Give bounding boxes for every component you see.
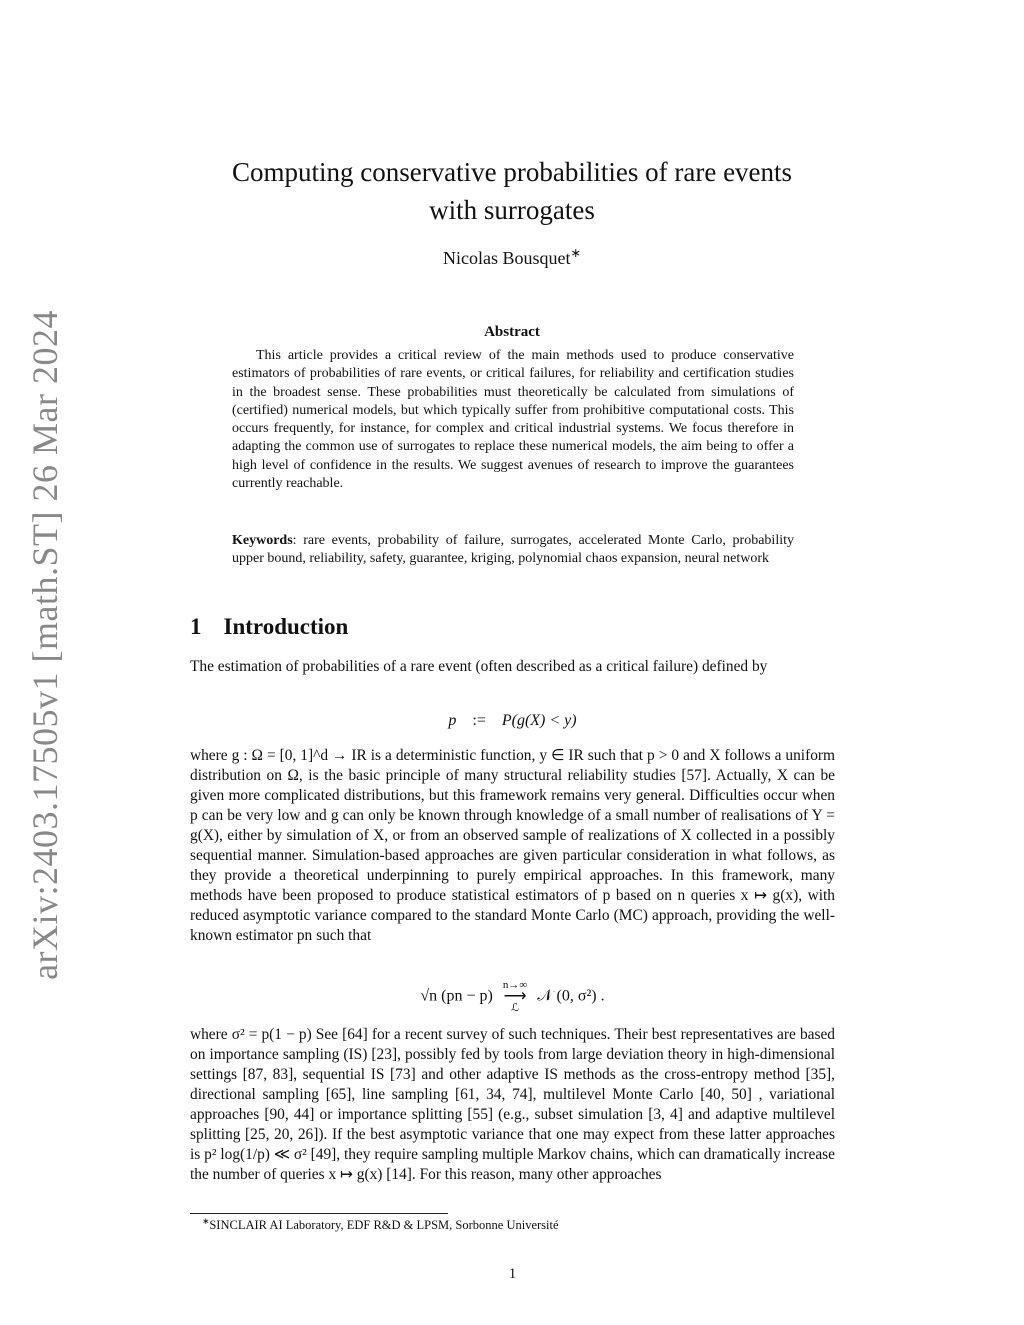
eq2-arrow-bottom: ℒ bbox=[511, 1002, 519, 1014]
eq1-rhs: P(g(X) < y) bbox=[501, 712, 577, 729]
keywords bbox=[232, 532, 794, 569]
eq1-operator: := bbox=[472, 712, 486, 729]
author-name: Nicolas Bousquet bbox=[442, 248, 571, 268]
author bbox=[190, 248, 834, 269]
arxiv-identifier bbox=[25, 310, 65, 980]
equation-2 bbox=[190, 980, 835, 1014]
arxiv-identifier-text: arXiv:2403.17505v1 [math.ST] 26 Mar 2024 bbox=[25, 310, 65, 980]
footnote-text: SINCLAIR AI Laboratory, EDF R&D & LPSM, Sorbonne Université bbox=[209, 1218, 559, 1232]
title-line-1: Computing conservative probabilities of rare events bbox=[231, 157, 793, 187]
eq2-lhs: √n (pn − p) bbox=[420, 987, 493, 1005]
arrow-line: ⟶ bbox=[503, 988, 527, 1005]
section-title: Introduction bbox=[223, 614, 349, 639]
intro-paragraph-1: The estimation of probabilities of a rare event (often described as a critical failure) defined by bbox=[190, 658, 768, 675]
author-footnote-mark: ∗ bbox=[570, 246, 582, 260]
eq2-rhs: 𝒩 (0, σ²) . bbox=[537, 987, 605, 1005]
equation-1 bbox=[190, 712, 835, 730]
footnote-rule bbox=[190, 1213, 448, 1214]
convergence-arrow bbox=[503, 980, 527, 1014]
intro-paragraph-2: where g : Ω = [0, 1]^d → IR is a deterministic function, y ∈ IR such that p > 0 and X follows a uniform distribution on Ω, is the basic principle of many structural reliability studies [57]. Actually, X can be given more complicated distributions, but this framework remains very general. Difficulties occur when p can be very low and g can only be known through knowledge of a small number of realisations of Y = g(X), either by simulation of X, or from an observed sample of realizations of X collected in a possibly sequential manner. Simulation-based approaches are given particular consideration in what follows, as they provide a theoretical underpinning to purely empirical approaches. In this framework, many methods have been proposed to produce statistical estimators of p based on n queries x ↦ g(x), with reduced asymptotic variance compared to the standard Monte Carlo (MC) approach, providing the well-known estimator pn such that bbox=[190, 747, 835, 944]
eq2-arrow-top: n→∞ bbox=[502, 979, 528, 991]
footnote bbox=[190, 1215, 559, 1233]
abstract-text: This article provides a critical review of the main methods used to produce conservative estimators of probabilities of rare events, or critical failures, for reliability and certification studies in the broadest sense. These probabilities must theoretically be calculated from simulations of (certified) numerical models, but which typically suffer from prohibitive computational costs. This occurs frequently, for instance, for complex and critical industrial systems. We focus therefore in adapting the common use of surrogates to replace these numerical models, the aim being to offer a high level of confidence in the results. We suggest avenues of research to improve the guarantees currently reachable. bbox=[232, 348, 794, 492]
intro-paragraph-3: where σ² = p(1 − p) See [64] for a recent survey of such techniques. Their best representatives are based on importance sampling (IS) [23], possibly fed by tools from large deviation theory in high-dimensional settings [87, 83], sequential IS [73] and other adaptive IS methods as the cross-entropy method [35], directional sampling [65], line sampling [61, 34, 74], multilevel Monte Carlo [40, 50] , variational approaches [90, 44] or importance splitting [55] (e.g., subset simulation [3, 4] and adaptive multilevel splitting [25, 20, 26]). If the best asymptotic variance that one may expect from these latter approaches is p² log(1/p) ≪ σ² [49], they require sampling multiple Markov chains, which can dramatically increase the number of queries x ↦ g(x) [14]. For this reason, many other approaches bbox=[190, 1026, 835, 1183]
paper-title bbox=[190, 153, 834, 229]
keywords-text: : rare events, probability of failure, surrogates, accelerated Monte Carlo, probability upper bound, reliability, safety, guarantee, kriging, polynomial chaos expansion, neural network bbox=[232, 533, 794, 567]
keywords-label: Keywords bbox=[232, 533, 293, 548]
footnote-mark: ∗ bbox=[202, 1215, 210, 1226]
abstract-heading: Abstract bbox=[484, 324, 540, 340]
section-number: 1 bbox=[190, 614, 202, 639]
title-line-2: with surrogates bbox=[429, 195, 595, 225]
page-number: 1 bbox=[508, 1266, 517, 1282]
section-heading bbox=[190, 614, 348, 640]
eq1-lhs: p bbox=[448, 712, 457, 729]
